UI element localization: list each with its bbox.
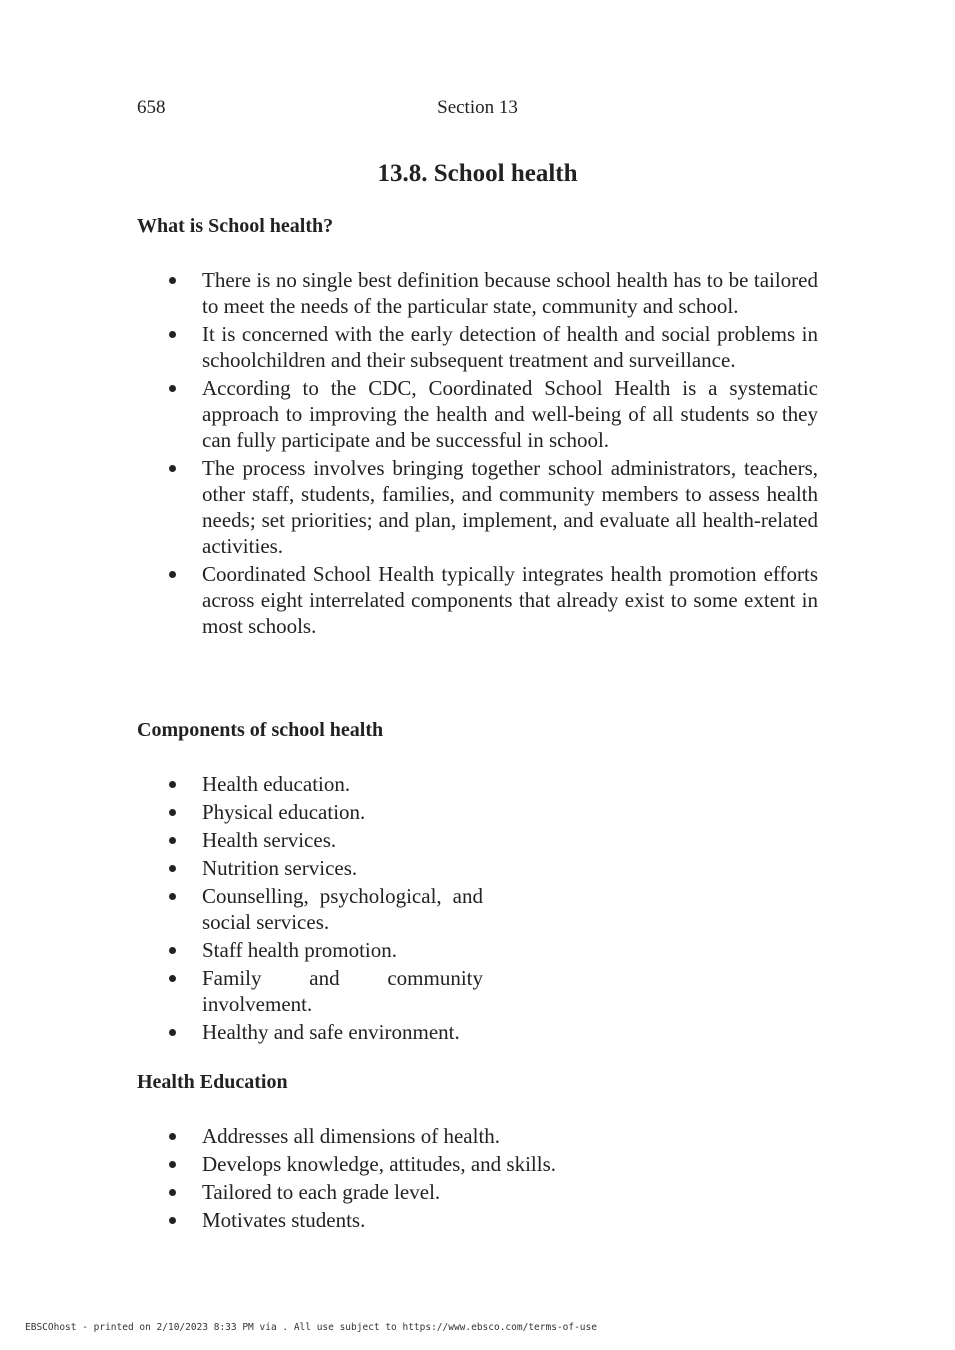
list-item: Physical education. [0,799,483,825]
bullet-icon [169,385,176,392]
bullet-icon [169,571,176,578]
health-education-list [0,1123,556,1235]
list-item: Family and community involvement. [0,965,483,1017]
section-title: 13.8. School health [377,160,578,187]
list-item: Health services. [0,827,483,853]
footer-note: EBSCOhost - printed on 2/10/2023 8:33 PM via . All use subject to https://www.ebsco.com/terms-of-use [25,1322,597,1333]
components-list [0,771,483,1047]
list-item: Addresses all dimensions of health. [0,1123,556,1149]
bullet-icon [169,809,176,816]
bullet-icon [169,1161,176,1168]
bullet-icon [169,893,176,900]
heading-health-education: Health Education [137,1071,288,1093]
list-item: Tailored to each grade level. [0,1179,556,1205]
list-item: There is no single best definition because school health has to be tailored to meet the needs of the particular state, community and school. [0,267,818,319]
list-item: Counselling, psychological, and social services. [0,883,483,935]
list-item: Health education. [0,771,483,797]
list-item: The process involves bringing together school administrators, teachers, other staff, students, families, and community members to assess health needs; set priorities; and plan, implement, and evaluate all health-related activities. [0,455,818,559]
bullet-icon [169,947,176,954]
list-item: Coordinated School Health typically integrates health promotion efforts across eight interrelated components that already exist to some extent in most schools. [0,561,818,639]
bullet-icon [169,1133,176,1140]
bullet-icon [169,277,176,284]
list-item: Staff health promotion. [0,937,483,963]
list-item: Motivates students. [0,1207,556,1233]
bullet-icon [169,1217,176,1224]
bullet-icon [169,1189,176,1196]
list-item: It is concerned with the early detection of health and social problems in schoolchildren and their subsequent treatment and surveillance. [0,321,818,373]
heading-what-is-school-health: What is School health? [137,215,334,237]
bullet-icon [169,331,176,338]
page-number: 658 [137,97,166,118]
running-head: Section 13 [437,97,518,118]
bullet-icon [169,975,176,982]
list-item: Nutrition services. [0,855,483,881]
bullet-icon [169,1029,176,1036]
bullet-icon [169,837,176,844]
bullet-icon [169,781,176,788]
list-item: Healthy and safe environment. [0,1019,483,1045]
heading-components: Components of school health [137,719,384,741]
what-is-list [0,267,818,641]
bullet-icon [169,465,176,472]
list-item: Develops knowledge, attitudes, and skills. [0,1151,556,1177]
list-item: According to the CDC, Coordinated School Health is a systematic approach to improving the health and well-being of all students so they can fully participate and be successful in school. [0,375,818,453]
bullet-icon [169,865,176,872]
